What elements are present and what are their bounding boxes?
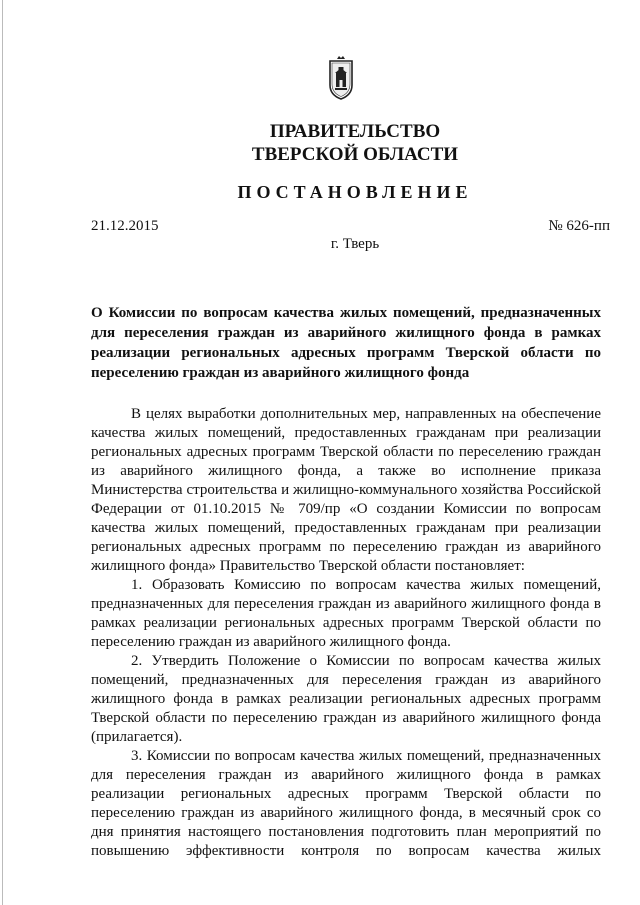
document-title: О Комиссии по вопросам качества жилых помещений, предназначенных для переселения граждан из аварийного жилищного фонда в рамках реализации региональных адресных программ Тверской области по переселению граждан из аварийного жилищного фонда [91, 305, 601, 381]
paragraph-item-2: 2. Утвердить Положение о Комиссии по вопросам качества жилых помещений, предназначенных для переселения граждан из аварийного жилищного фонда в рамках реализации региональных адресных программ Тверской области по переселению граждан из аварийного жилищного фонда (прилагается). [91, 653, 601, 745]
document-city: г. Тверь [330, 236, 380, 252]
gov-line-2: ТВЕРСКОЙ ОБЛАСТИ [251, 144, 459, 165]
paragraph-item-3: 3. Комиссии по вопросам качества жилых помещений, предназначенных для переселения граждан из аварийного жилищного фонда в рамках реализации региональных адресных программ Тверской области по переселению граждан из аварийного жилищного фонда, в месячный срок со дня принятия настоящего постановления подготовить план мероприятий по повышению эффективности контроля по вопросам качества жилых [91, 748, 601, 859]
document-number: № 626-пп [548, 218, 610, 234]
government-name [0, 120, 640, 166]
document-body [91, 405, 601, 861]
document-type: ПОСТАНОВЛЕНИЕ [237, 182, 473, 202]
document-date: 21.12.2015 [91, 218, 159, 234]
gov-line-1: ПРАВИТЕЛЬСТВО [269, 121, 441, 142]
paragraph-item-1: 1. Образовать Комиссию по вопросам качества жилых помещений, предназначенных для переселения граждан из аварийного жилищного фонда в рамках реализации региональных адресных программ Тверской области по переселению граждан из аварийного жилищного фонда. [91, 577, 601, 650]
coat-of-arms-icon [328, 55, 354, 100]
paragraph-preamble: В целях выработки дополнительных мер, направленных на обеспечение качества жилых помещений, предоставленных гражданам при реализации региональных адресных программ Тверской области по переселению граждан из аварийного жилищного фонда, а также во исполнение приказа Министерства строительства и жилищно-коммунального хозяйства Российской Федерации от 01.10.2015 № 709/пр «О создании Комиссии по вопросам качества жилых помещений, предоставленных гражданам при реализации региональных адресных программ по переселению граждан из аварийного жилищного фонда» Правительство Тверской области постановляет: [91, 406, 601, 574]
